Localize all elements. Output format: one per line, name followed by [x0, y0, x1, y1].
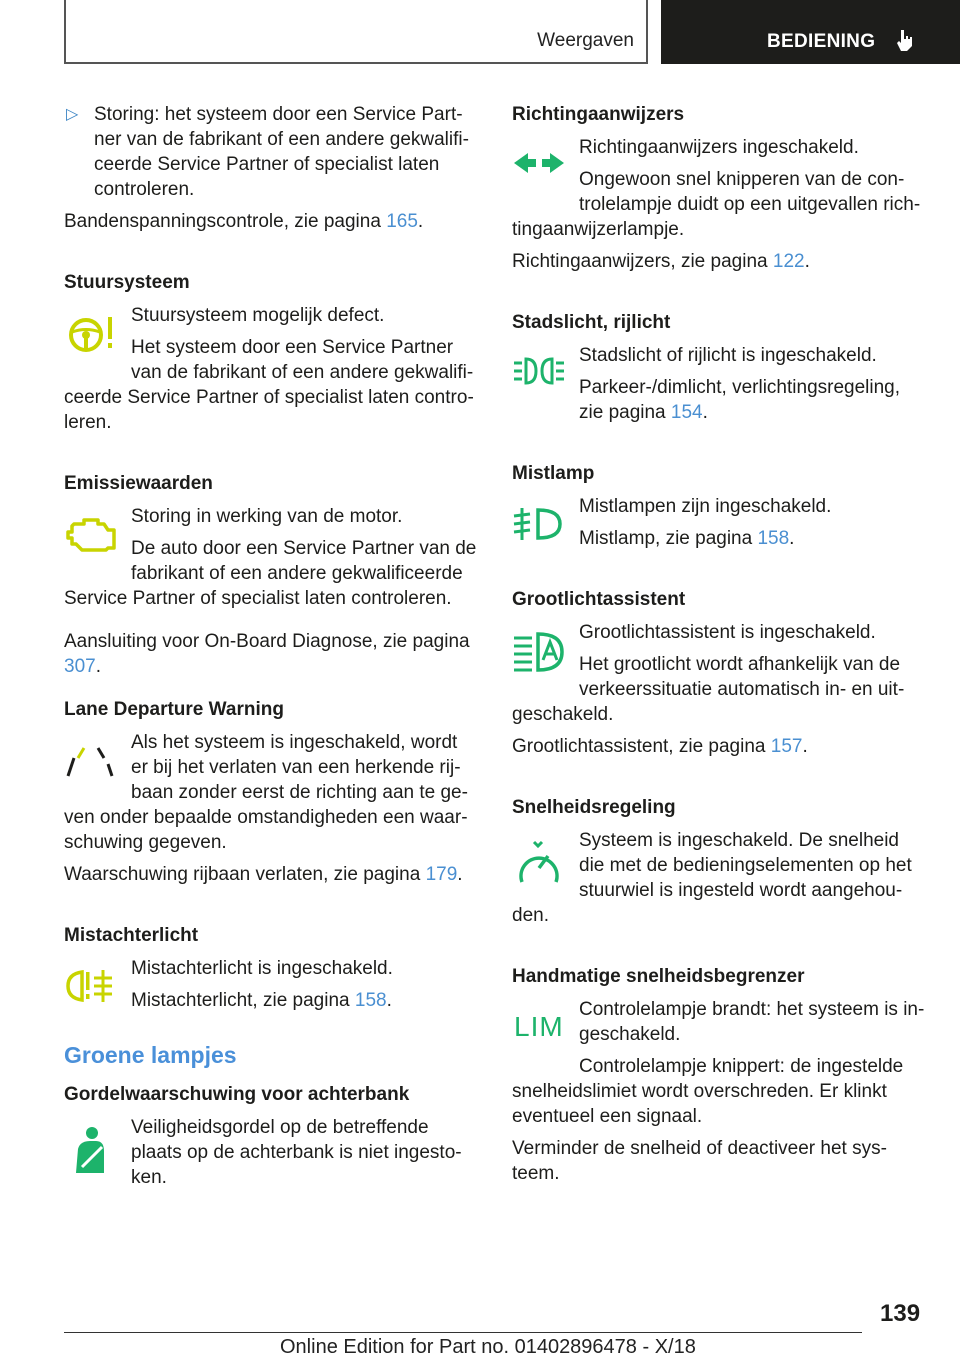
stadslicht-reference: Parkeer-/dimlicht, verlichtingsregeling, zie pagina 154. — [579, 377, 901, 423]
gordel-line1: Veiligheidsgordel op de betreffende plaats op de achterbank is niet ingestoken. — [131, 1117, 462, 1188]
emissie-line1: Storing in werking van de motor. — [131, 506, 403, 527]
stuursysteem-entry — [64, 303, 479, 435]
snelheidsregeling-line1: Systeem is ingeschakeld. De snelheid die met de bedieningselementen op het stuurwiel is ingesteld wordt aangehouden. — [512, 830, 912, 926]
storing-bullet: ▷ Storing: het systeem door een Service Partner van de fabrikant of een andere gekwalificeerde Service Partner of specialist laten controleren. — [66, 104, 469, 200]
lane-line1: Als het systeem is ingeschakeld, wordt er bij het verlaten van een herkende rijbaan zonder eerst de richting aan te geven onder bepaalde omstandigheden een waarschuwing gegeven. — [64, 732, 468, 853]
page-link-158-a[interactable]: 158 — [354, 990, 387, 1011]
lane-departure-icon — [64, 730, 131, 792]
stuursysteem-line1: Stuursysteem mogelijk defect. — [131, 305, 385, 326]
grootlicht-line2: Het grootlicht wordt afhankelijk van de verkeerssituatie automatisch in- en uitgeschakeld. — [512, 654, 905, 725]
right-column — [512, 102, 927, 1186]
page-number: 139 — [880, 1300, 921, 1327]
gordel-heading: Gordelwaarschuwing voor achterbank — [64, 1084, 410, 1105]
richting-line1: Richtingaanwijzers ingeschakeld. — [579, 137, 859, 158]
groene-lampjes-heading: Groene lampjes — [64, 1042, 237, 1068]
begrenzer-line3: Verminder de snelheid of deactiveer het systeem. — [512, 1138, 887, 1184]
parking-light-icon — [512, 343, 579, 405]
lane-entry — [64, 730, 479, 855]
page-link-154[interactable]: 154 — [670, 402, 703, 423]
page-link-122[interactable]: 122 — [772, 251, 805, 272]
stuursysteem-line2: Het systeem door een Service Partner van de fabrikant of een andere gekwalificeerde Service Partner of specialist laten controleren. — [64, 337, 474, 433]
mistlamp-entry — [512, 494, 927, 551]
begrenzer-entry — [512, 997, 927, 1129]
stuursysteem-heading: Stuursysteem — [64, 272, 190, 293]
page-link-157[interactable]: 157 — [770, 736, 803, 757]
rear-fog-light-icon — [64, 956, 131, 1018]
stadslicht-line1: Stadslicht of rijlicht is ingeschakeld. — [579, 345, 877, 366]
obd-reference: Aansluiting voor On-Board Diagnose, zie pagina 307. — [64, 631, 470, 677]
cruise-control-icon — [512, 828, 579, 890]
begrenzer-line2: Controlelampje knippert: de ingestelde snelheidslimiet wordt overschreden. Er klinkt eventueel een signaal. — [512, 1056, 904, 1127]
begrenzer-line1: Controlelampje brandt: het systeem is ingeschakeld. — [579, 999, 925, 1045]
mistachterlicht-entry — [64, 956, 479, 1013]
lane-heading: Lane Departure Warning — [64, 699, 284, 720]
begrenzer-heading: Handmatige snelheidsbegrenzer — [512, 966, 805, 987]
seatbelt-icon — [64, 1115, 131, 1177]
mistachterlicht-line1: Mistachterlicht is ingeschakeld. — [131, 958, 393, 979]
footer-edition: Online Edition for Part no. 01402896478 - X/18 — [280, 1336, 696, 1358]
page-link-307[interactable]: 307 — [64, 656, 96, 677]
turn-signal-arrows-icon — [512, 135, 579, 197]
high-beam-assist-icon — [512, 620, 579, 682]
page-link-179[interactable]: 179 — [425, 864, 458, 885]
triangle-bullet-icon: ▷ — [66, 106, 79, 123]
grootlicht-reference: Grootlichtassistent, zie pagina 157. — [512, 736, 808, 757]
page-link-165[interactable]: 165 — [386, 211, 418, 232]
stadslicht-heading: Stadslicht, rijlicht — [512, 312, 671, 333]
lim-indicator-icon — [512, 997, 579, 1059]
header-section-title: Weergaven — [537, 30, 634, 51]
mistachterlicht-heading: Mistachterlicht — [64, 925, 199, 946]
banden-reference: Bandenspanningscontrole, zie pagina 165. — [64, 211, 424, 232]
header-section-box — [64, 0, 648, 64]
emissie-heading: Emissiewaarden — [64, 473, 213, 494]
lim-indicator-text: LIM — [514, 1011, 564, 1042]
richting-heading: Richtingaanwijzers — [512, 104, 685, 125]
front-fog-light-icon — [512, 494, 579, 556]
emissie-entry — [64, 504, 479, 611]
mistachterlicht-reference: Mistachterlicht, zie pagina 158. — [131, 990, 392, 1011]
hand-pointer-icon — [895, 28, 915, 57]
stadslicht-entry — [512, 343, 927, 425]
richting-reference: Richtingaanwijzers, zie pagina 122. — [512, 251, 810, 272]
mistlamp-line1: Mistlampen zijn ingeschakeld. — [579, 496, 832, 517]
lane-reference: Waarschuwing rijbaan verlaten, zie pagina 179. — [64, 864, 463, 885]
grootlicht-line1: Grootlichtassistent is ingeschakeld. — [579, 622, 876, 643]
footer-divider — [64, 1332, 862, 1333]
mistlamp-heading: Mistlamp — [512, 463, 595, 484]
mistlamp-reference: Mistlamp, zie pagina 158. — [579, 528, 795, 549]
emissie-line2: De auto door een Service Partner van de fabrikant of een andere gekwalificeerde Service Partner of specialist laten controleren. — [64, 538, 477, 609]
grootlicht-entry — [512, 620, 927, 727]
snelheidsregeling-heading: Snelheidsregeling — [512, 797, 676, 818]
gordel-entry — [64, 1115, 479, 1190]
engine-icon — [64, 504, 131, 566]
left-column — [64, 102, 479, 1190]
snelheidsregeling-entry — [512, 828, 927, 928]
richting-line2: Ongewoon snel knipperen van de controlelampje duidt op een uitgevallen richtingaanwijzerlampje. — [512, 169, 921, 240]
page-link-158-b[interactable]: 158 — [757, 528, 790, 549]
header-chapter-tab — [661, 0, 960, 64]
steering-warning-icon — [64, 303, 131, 365]
header-chapter-title: BEDIENING — [767, 31, 876, 52]
grootlicht-heading: Grootlichtassistent — [512, 589, 686, 610]
richting-entry — [512, 135, 927, 242]
